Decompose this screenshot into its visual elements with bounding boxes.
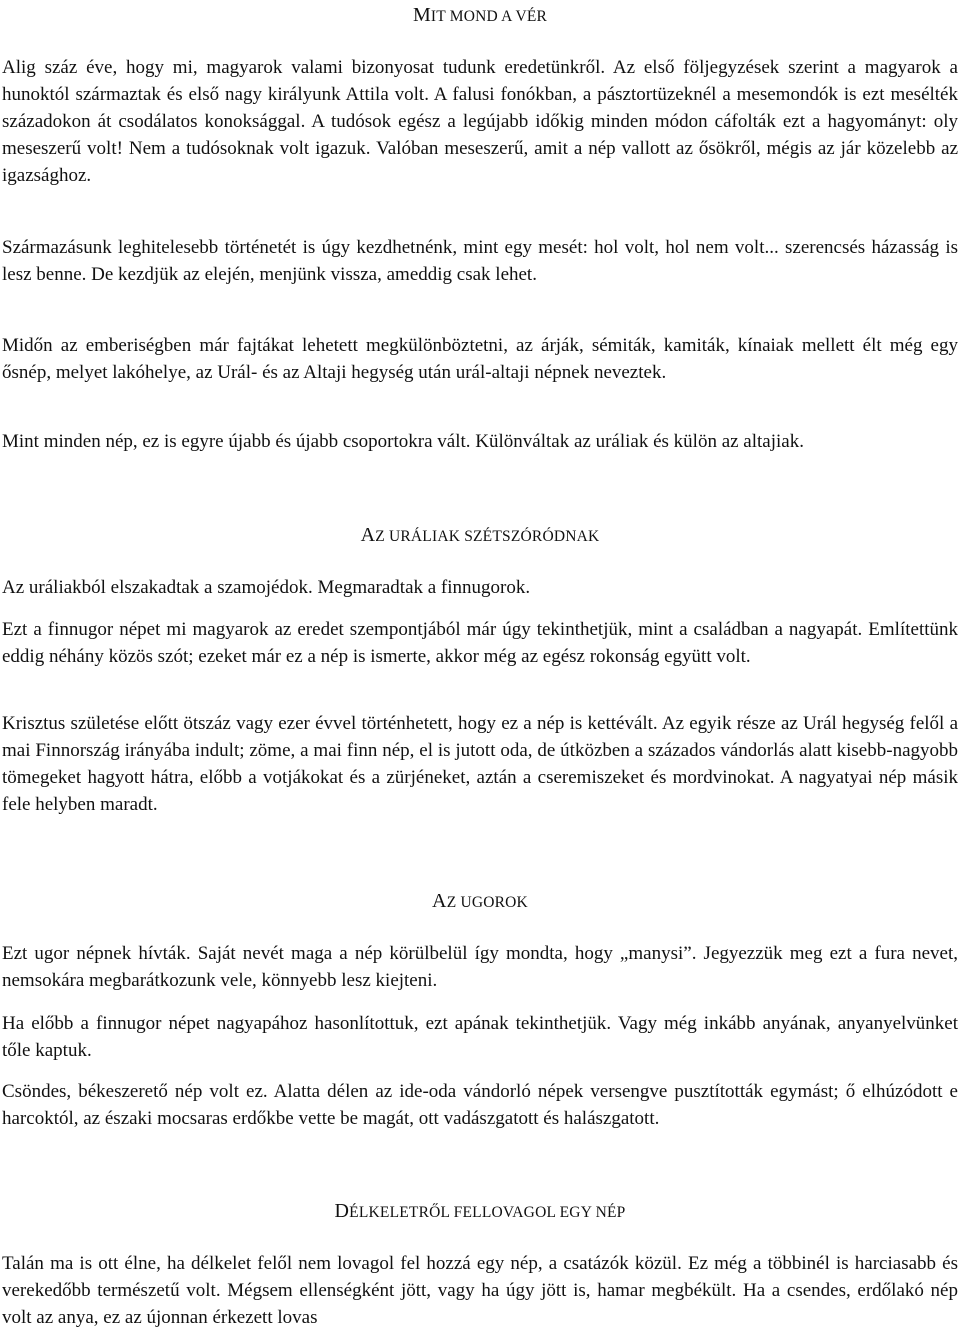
paragraph: Alig száz éve, hogy mi, magyarok valami bizonyosat tudunk eredetünkről. Az első följegyzések szerint a magyarok a hunoktól származtak és első nagy királyunk Attila volt. A falusi fonókban, a pásztortüzeknél a mesemondók is ezt mesélték századokon át csodálatos konoksággal. A tudósok egész a legújabb időkig minden módon cáfolták ezt a hagyományt: oly meseszerű volt! Nem a tudósoknak volt igazuk. Valóban meseszerű, amit a nép vallott az ősökről, mégis az jár közelebb az igazsághoz.: [2, 57, 958, 186]
paragraph: Midőn az emberiségben már fajtákat lehetett megkülönböztetni, az árják, sémiták, kamiták, kínaiak mellett élt még egy ősnép, melyet lakóhelye, az Urál- és az Altaji hegység után urál-altaji népnek neveztek.: [2, 335, 958, 383]
paragraph: Mint minden nép, ez is egyre újabb és újabb csoportokra vált. Különváltak az uráliak és külön az altajiak.: [2, 431, 804, 452]
paragraph: Csöndes, békeszerető nép volt ez. Alatta délen az ide-oda vándorló népek versengve pusztították egymást; ő elhúzódott e harcoktól, az északi mocsaras erdőkbe vette be magát, ott vadászgatott és halászgatott.: [2, 1081, 958, 1129]
paragraph: Talán ma is ott élne, ha délkelet felől nem lovagol fel hozzá egy nép, a csatázók közül. Ez még a többinél is harciasabb és verekedőbb természetű volt. Mégsem ellenségként jött, vagy ha úgy jött is, hamar megbékült. Ha a csendes, erdőlakó nép volt az anya, ez az újonnan érkezett lovas: [2, 1253, 958, 1328]
section-title-delkeletrol: DÉLKELETRŐL FELLOVAGOL EGY NÉP: [334, 1200, 626, 1222]
paragraph: Krisztus születése előtt ötszáz vagy ezer évvel történhetett, hogy ez a nép is kettévált. Az egyik része az Urál hegység felől a mai Finnország irányába indult; zöme, a mai finn nép, el is jutott oda, de útközben a százados vándorlás alatt kisebb-nagyobb tömegeket hagyott hátra, előbb a votjákokat és a zürjéneket, aztán a cseremiszeket és mordvinokat. A nagyatyai nép másik fele helyben maradt.: [2, 713, 958, 815]
section-title-az-ugorok: AZ UGOROK: [432, 890, 528, 912]
section-title-mit-mond-a-ver: MIT MOND A VÉR: [412, 4, 548, 26]
paragraph: Az uráliakból elszakadtak a szamojédok. Megmaradtak a finnugorok.: [2, 577, 531, 598]
paragraph: Ezt a finnugor népet mi magyarok az eredet szempontjából már úgy tekinthetjük, mint a családban a nagyapát. Említettünk eddig néhány közös szót; ezeket már ez a nép is ismerte, akkor még az egész rokonság együtt volt.: [2, 619, 958, 667]
paragraph: Ezt ugor népnek hívták. Saját nevét maga a nép körülbelül így mondta, hogy „manysi”. Jegyezzük meg ezt a fura nevet, nemsokára megbarátkozunk vele, könnyebb lesz kiejteni.: [2, 943, 958, 991]
paragraph: Származásunk leghitelesebb történetét is úgy kezdhetnénk, mint egy mesét: hol volt, hol nem volt... szerencsés házasság is lesz benne. De kezdjük az elején, menjünk vissza, ameddig csak lehet.: [2, 237, 958, 285]
paragraph: Ha előbb a finnugor népet nagyapához hasonlítottuk, ezt apának tekinthetjük. Vagy még inkább anyának, anyanyelvünket tőle kaptuk.: [2, 1013, 958, 1061]
section-title-az-uraliak: AZ URÁLIAK SZÉTSZÓRÓDNAK: [360, 524, 600, 546]
